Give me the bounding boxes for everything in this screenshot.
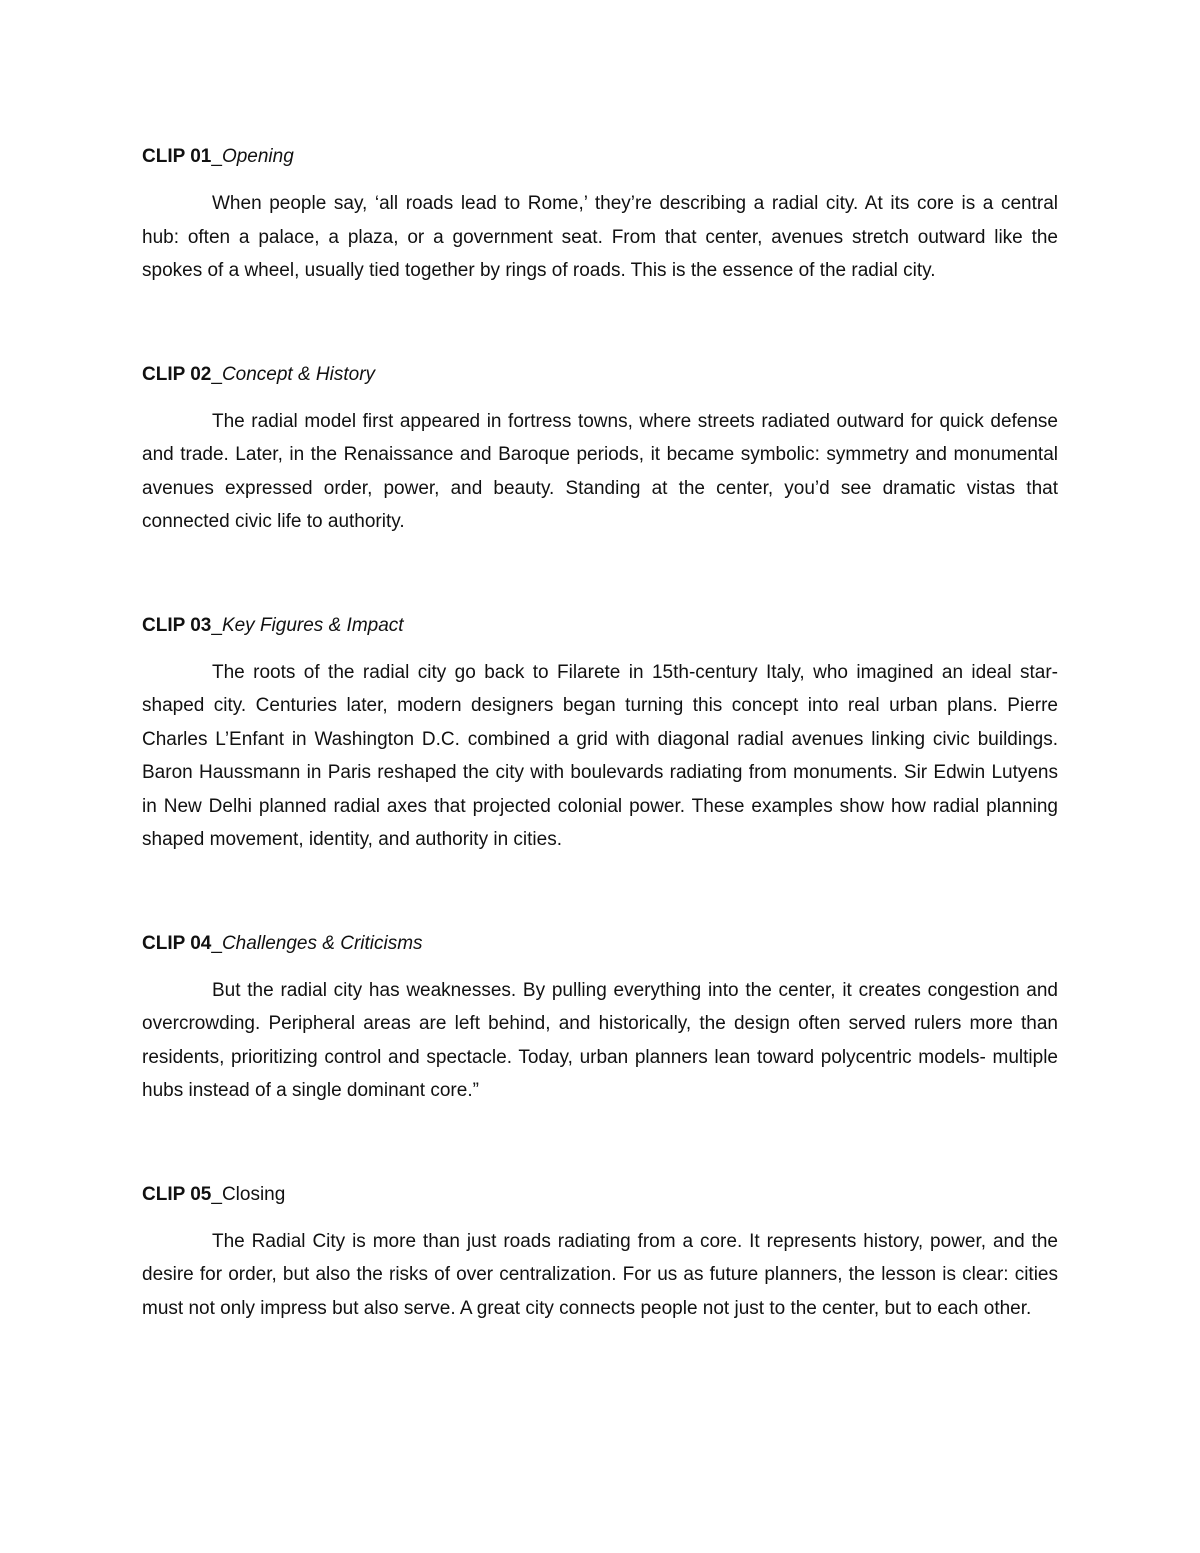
clip-title: Key Figures & Impact	[221, 614, 404, 636]
clip-number: CLIP 05	[142, 1183, 212, 1205]
clip-title: Concept & History	[221, 363, 376, 385]
clip-heading	[142, 609, 1058, 642]
clip-number: CLIP 04	[142, 932, 212, 954]
clip-separator: _	[211, 146, 222, 167]
clip-section-02	[142, 358, 1058, 539]
clip-section-01	[142, 140, 1058, 288]
clip-title: Closing	[221, 1183, 286, 1205]
clip-heading	[142, 140, 1058, 173]
clip-body: The roots of the radial city go back to Filarete in 15th-century Italy, who imagined an ideal star-shaped city. Centuries later, modern designers began turning this concept into real urban plans. Pierre Charles L’Enfant in Washington D.C. combined a grid with diagonal radial avenues linking civic buildings. Baron Haussmann in Paris reshaped the city with boulevards radiating from monuments. Sir Edwin Lutyens in New Delhi planned radial axes that projected colonial power. These examples show how radial planning shaped movement, identity, and authority in cities.	[142, 661, 1058, 850]
clip-section-04	[142, 927, 1058, 1108]
clip-body: But the radial city has weaknesses. By pulling everything into the center, it creates congestion and overcrowding. Peripheral areas are left behind, and historically, the design often served rulers more than residents, prioritizing control and spectacle. Today, urban planners lean toward polycentric models- multiple hubs instead of a single dominant core.”	[142, 979, 1058, 1101]
clip-number: CLIP 03	[142, 614, 212, 636]
clip-separator: _	[211, 614, 222, 636]
clip-heading	[142, 358, 1058, 391]
clip-title: Opening	[221, 146, 294, 167]
clip-number: CLIP 02	[142, 363, 212, 385]
clip-separator: _	[211, 363, 222, 385]
clip-title: Challenges & Criticisms	[221, 932, 423, 954]
clip-separator: _	[211, 1183, 222, 1205]
clip-heading	[142, 927, 1058, 960]
clip-separator: _	[211, 932, 222, 954]
clip-number: CLIP 01	[142, 146, 212, 167]
clip-body: When people say, ‘all roads lead to Rome,’ they’re describing a radial city. At its core is a central hub: often a palace, a plaza, or a government seat. From that center, avenues stretch outward like the spokes of a wheel, usually tied together by rings of roads. This is the essence of the radial city.	[142, 193, 1058, 281]
clip-body: The Radial City is more than just roads radiating from a core. It represents history, power, and the desire for order, but also the risks of over centralization. For us as future planners, the lesson is clear: cities must not only impress but also serve. A great city connects people not just to the center, but to each other.	[142, 1230, 1058, 1319]
clip-section-05	[142, 1178, 1058, 1326]
clip-heading	[142, 1178, 1058, 1211]
clip-body: The radial model first appeared in fortress towns, where streets radiated outward for quick defense and trade. Later, in the Renaissance and Baroque periods, it became symbolic: symmetry and monumental avenues expressed order, power, and beauty. Standing at the center, you’d see dramatic vistas that connected civic life to authority.	[142, 410, 1058, 532]
document-page	[142, 140, 1058, 1325]
clip-section-03	[142, 609, 1058, 857]
